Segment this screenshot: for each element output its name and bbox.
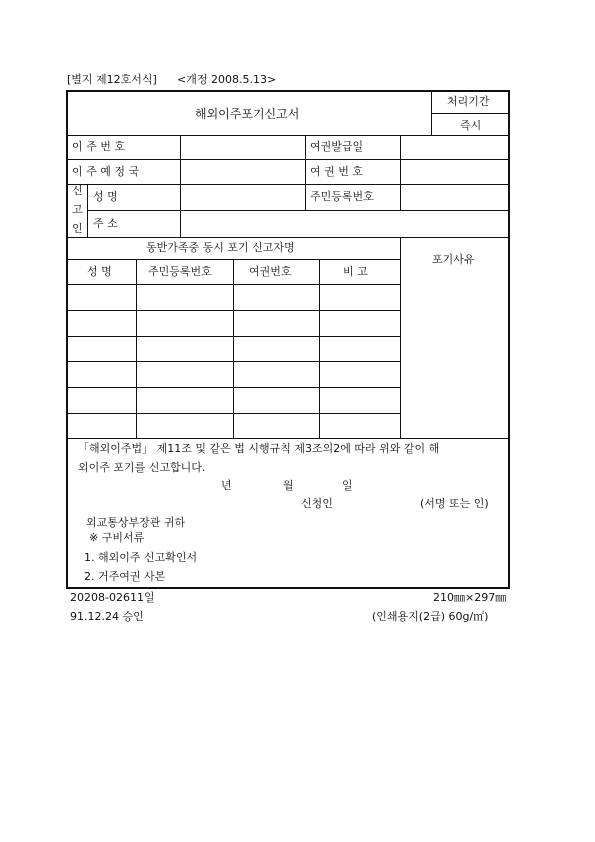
family-col-resident: 주민등록번호 (148, 265, 212, 278)
applicant-label-2: 고 (72, 203, 83, 216)
processing-label: 처리기간 (447, 95, 490, 108)
documents-heading: ※ 구비서류 (89, 531, 145, 544)
document-item-1: 1. 해외이주 신고확인서 (84, 551, 198, 564)
processing-value: 즉시 (460, 119, 482, 132)
revision-date: <개정 2008.5.13> (177, 73, 277, 86)
date-year: 년 (221, 479, 232, 492)
address-label: 주 소 (93, 217, 118, 230)
family-col-name: 성 명 (87, 265, 112, 278)
applicant-label-3: 인 (72, 222, 83, 235)
applicant-label-1: 신 (72, 184, 83, 197)
family-col-passport: 여권번호 (249, 265, 292, 278)
addressee: 외교통상부장관 귀하 (86, 516, 186, 529)
reason-label: 포기사유 (432, 253, 475, 266)
passport-issue-date-label: 여권발급일 (310, 140, 364, 153)
applicant-sign-label: 신청인 (301, 497, 333, 510)
resident-no-label: 주민등록번호 (310, 190, 374, 203)
family-caption: 동반가족중 동시 포기 신고자명 (146, 241, 295, 254)
date-month: 월 (283, 479, 294, 492)
statement-line-1: 「해외이주법」 제11조 및 같은 법 시행규칙 제3조의2에 따라 위와 같이 해 (78, 442, 440, 455)
name-label: 성 명 (93, 190, 118, 203)
document-item-2: 2. 거주여권 사본 (84, 570, 166, 583)
sign-or-seal: (서명 또는 인) (420, 497, 489, 510)
paper-spec: (인쇄용지(2급) 60g/㎡) (372, 610, 489, 623)
paper-size: 210㎜×297㎜ (433, 591, 507, 604)
form-title: 해외이주포기신고서 (195, 107, 300, 121)
family-col-note: 비 고 (343, 265, 368, 278)
approval-date: 91.12.24 승인 (70, 610, 144, 623)
form-id: [별지 제12호서식] (67, 73, 157, 86)
date-day: 일 (342, 479, 353, 492)
form-code: 20208-02611일 (70, 591, 155, 604)
passport-no-label: 여 권 번 호 (310, 165, 363, 178)
destination-label: 이 주 예 정 국 (72, 165, 140, 178)
statement-line-2: 외이주 포기를 신고합니다. (78, 461, 206, 474)
emigration-no-label: 이 주 번 호 (72, 140, 125, 153)
